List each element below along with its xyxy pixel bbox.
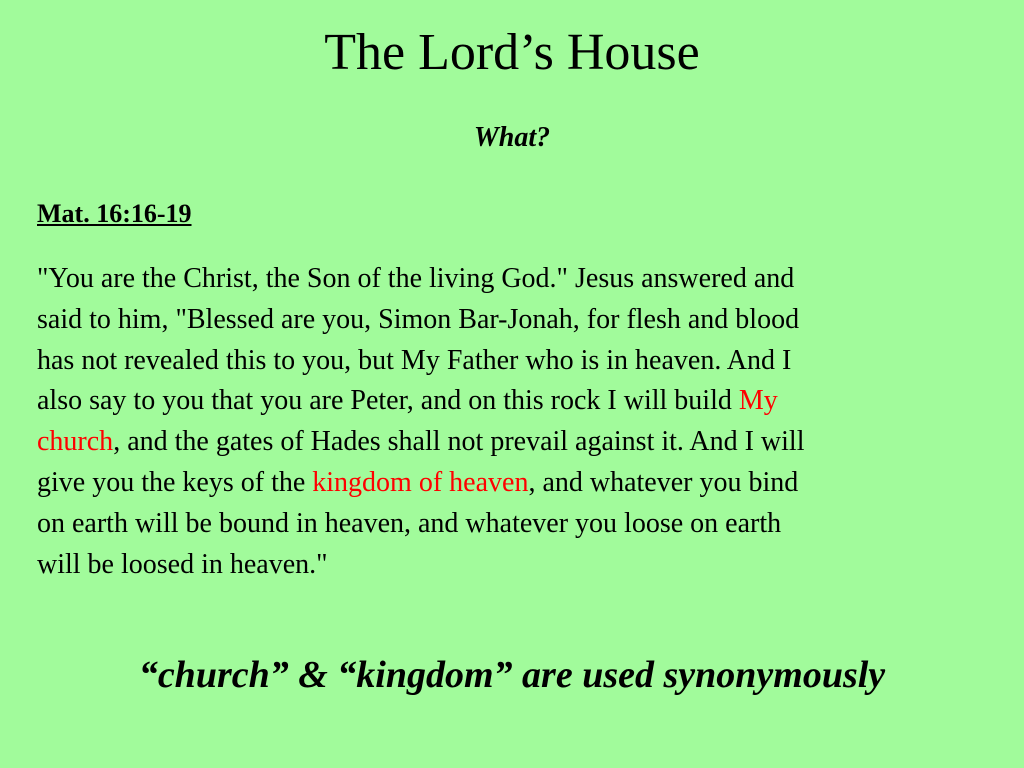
passage-text: , and whatever you bind <box>528 466 799 498</box>
passage-line-5 <box>37 422 997 463</box>
highlight-church: church <box>37 426 114 458</box>
passage-text: will be loosed in heaven." <box>37 548 328 580</box>
passage-line-1 <box>37 259 997 300</box>
passage-text: also say to you that you are Peter, and on this rock I will build <box>37 385 739 417</box>
scripture-passage <box>37 259 997 585</box>
passage-text: on earth will be bound in heaven, and whatever you loose on earth <box>37 507 782 539</box>
slide-title: The Lord’s House <box>324 24 700 81</box>
passage-text: said to him, "Blessed are you, Simon Bar-Jonah, for flesh and blood <box>37 303 800 335</box>
passage-line-4 <box>37 381 997 422</box>
slide-subtitle: What? <box>473 122 551 153</box>
passage-line-3 <box>37 341 997 382</box>
passage-text: has not revealed this to you, but My Father who is in heaven. And I <box>37 344 792 376</box>
passage-line-8 <box>37 545 997 586</box>
highlight-kingdom-of-heaven: kingdom of heaven <box>312 466 529 498</box>
passage-line-2 <box>37 300 997 341</box>
scripture-reference: Mat. 16:16-19 <box>37 199 192 228</box>
passage-line-7 <box>37 504 997 545</box>
passage-line-6 <box>37 463 997 504</box>
highlight-my: My <box>738 385 778 417</box>
slide-conclusion: “church” & “kingdom” are used synonymously <box>138 654 886 696</box>
passage-text: "You are the Christ, the Son of the living God." Jesus answered and <box>37 263 795 294</box>
passage-text: , and the gates of Hades shall not prevail against it. And I will <box>113 426 805 458</box>
passage-text: give you the keys of the <box>37 466 313 498</box>
